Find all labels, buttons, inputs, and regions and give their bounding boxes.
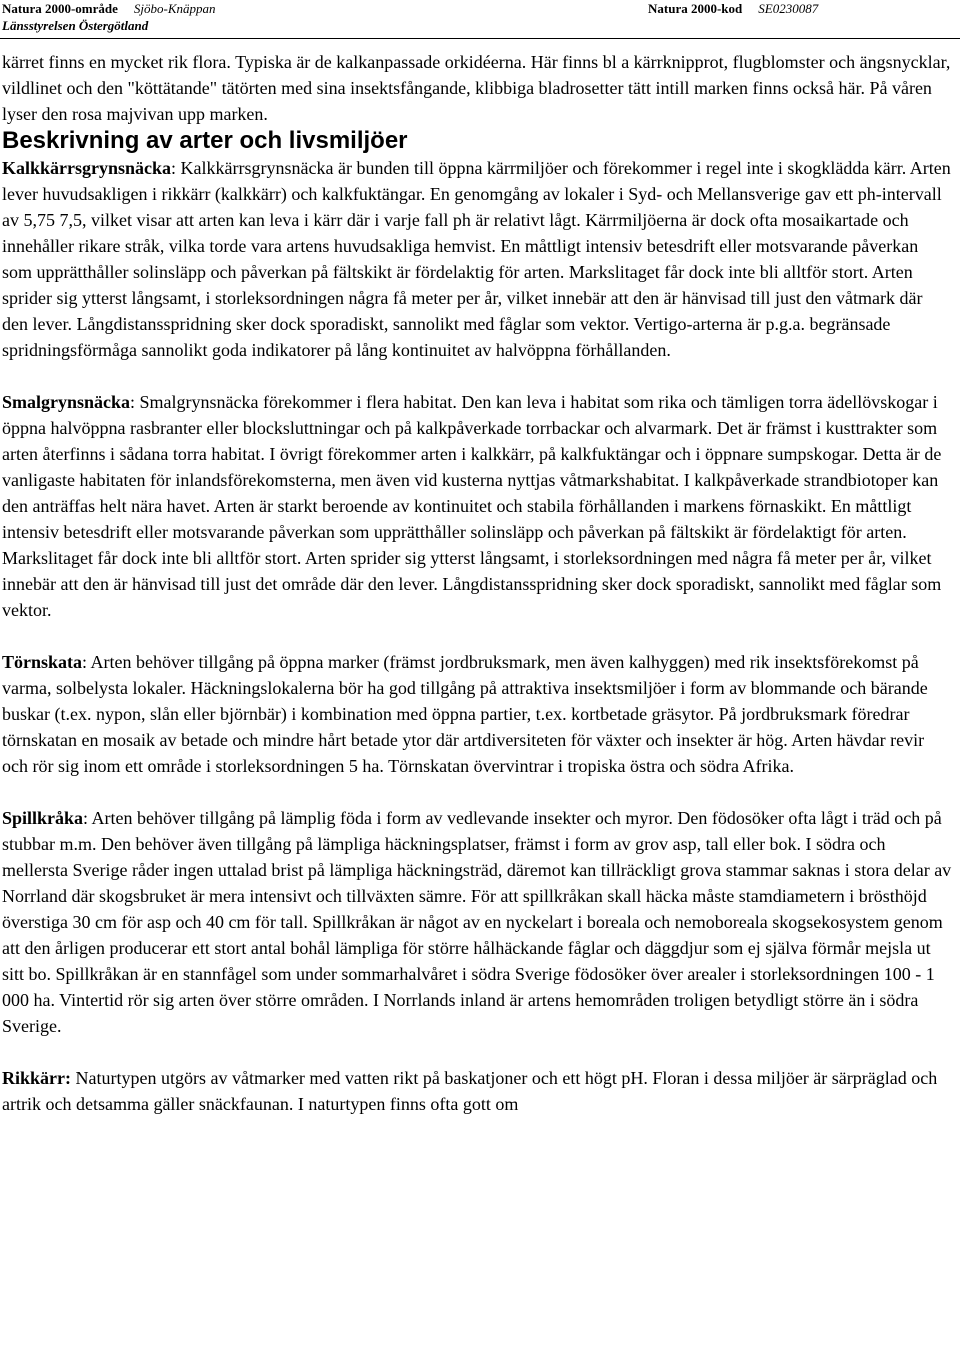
species-description: : Smalgrynsnäcka förekommer i flera habitat. Den kan leva i habitat som rika och tämligen torra ädellövskogar i öppna halvöppna rasbranter eller blocksluttningar och på kalkpåverkade torrbackar och alvarmark. Det är främst i kusttrakter som arten återfinns i sådana torra habitat. I övrigt förekommer arten i kalkkärr, på kalkfuktängar och i öppnare sumpskogar. Detta är de vanligaste habitaten för inlandsförekomsterna, men även vid kusterna nyttjas våtmarkshabitat. I kalkpåverkade strandbiotoper kan den anträffas helt nära havet. Arten är starkt beroende av kontinuitet och stabila förhållanden i markens förnaskikt. En måttligt intensiv betesdrift eller motsvarande påverkan som upprätthåller solinsläpp och påverkan på fältskikt är fördelaktigt för arten. Markslitaget får dock inte bli alltför stort. Arten sprider sig ytterst långsamt, i storleksordningen med några få meter per år, vilket innebär att den är hänvisad till just det område där den lever. Långdistansspridning sker dock sporadiskt, sannolikt med fåglar som vektor. — [2, 392, 942, 620]
habitat-name: Rikkärr: — [2, 1068, 71, 1088]
header-area-label: Natura 2000-område — [2, 1, 118, 16]
header-authority: Länsstyrelsen Östergötland — [2, 18, 149, 33]
section-heading: Beskrivning av arter och livsmiljöer — [2, 127, 408, 154]
species-name: Spillkråka — [2, 808, 84, 828]
header-code-label: Natura 2000-kod — [648, 1, 743, 16]
intro-paragraph: kärret finns en mycket rik flora. Typiska är de kalkanpassade orkidéerna. Här finns bl a kärrknipprot, flugblomster och ängsnycklar, vildlinet och den "köttätande" tätörten med sina insektsfångande, klibbiga bladrosetter tätt intill marken finns också här. På våren lyser den rosa majvivan upp marken. — [2, 52, 951, 124]
species-name: Törnskata — [2, 652, 83, 672]
habitat-description: Naturtypen utgörs av våtmarker med vatten rikt på baskatjoner och ett högt pH. Floran i dessa miljöer är särpräglad och artrik och detsamma gäller snäckfaunan. I naturtypen finns ofta gott om — [2, 1068, 938, 1114]
species-paragraph-spillkraka — [2, 805, 952, 1039]
header-right — [648, 0, 818, 17]
page-header — [0, 0, 960, 38]
species-description: : Arten behöver tillgång på lämplig föda i form av vedlevande insekter och myror. Den födosöker ofta lågt i träd och på stubbar m.m. Den behöver även tillgång på lämpliga häckningsplatser, främst i form av grov asp, tall eller bok. I södra och mellersta Sverige råder ingen uttalad brist på lämpliga häckningsträd, däremot kan tillräckligt grova stammar saknas i stora delar av Norrland där skogsbruket är mera intensivt och tillväxten sämre. För att spillkråkan skall häcka måste stamdiametern i brösthöjd överstiga 30 cm för asp och 40 cm för tall. Spillkråkan är något av en nyckelart i boreala och nemoboreala skogsekosystem genom att den årligen producerar ett stort antal bohål lämpliga för större hålhäckande fåglar och däggdjur som ej själva förmår mejsla ut sitt bo. Spillkråkan är en stannfågel som under sommarhalvåret i södra Sverige födosöker över arealer i storleksordningen 100 - 1 000 ha. Vintertid rör sig arten över större områden. I Norrlands inland är artens hemområden troligen betydligt större än i södra Sverige. — [2, 808, 952, 1036]
header-rule — [0, 38, 960, 39]
header-code-value: SE0230087 — [758, 1, 819, 16]
species-paragraph-smalgrynsnacka — [2, 389, 952, 623]
document-body — [2, 49, 952, 1117]
species-description: : Arten behöver tillgång på öppna marker (främst jordbruksmark, men även kalhyggen) med rik insektsförekomst på varma, solbelysta lokaler. Häckningslokalerna bör ha god tillgång på attraktiva insektsmiljöer i form av blommande och bärande buskar (t.ex. nypon, slån eller björnbär) i kombination med öppna partier, t.ex. kortbetade gräsytor. På jordbruksmark föredrar törnskatan en mosaik av betade och mindre hårt betade ytor där artdiversiteten för växter och insekter är hög. Arten hävdar revir och rör sig inom ett område i storleksordningen 5 ha. Törnskatan övervintrar i tropiska östra och södra Afrika. — [2, 652, 928, 776]
species-name: Smalgrynsnäcka — [2, 392, 131, 412]
header-left — [2, 0, 216, 34]
header-site-name: Sjöbo-Knäppan — [133, 1, 216, 16]
species-paragraph-kalkkarrsgrynsnacka — [2, 155, 952, 363]
species-description: : Kalkkärrsgrynsnäcka är bunden till öppna kärrmiljöer och förekommer i regel inte i skogklädda kärr. Arten lever huvudsakligen i rikkärr (kalkkärr) och kalkfuktängar. En genomgång av lokaler i Syd- och Mellansverige gav ett ph-intervall av 5,75 7,5, vilket visar att arten kan leva i kärr där i varje fall ph är relativt lågt. Kärrmiljöerna är dock ofta mosaikartade och innehåller rikare stråk, vilka torde vara artens huvudsakliga hemvist. En måttligt intensiv betesdrift eller motsvarande påverkan som upprätthåller solinsläpp och påverkan på fältskikt är fördelaktig för arten. Markslitaget får dock inte bli alltför stort. Arten sprider sig ytterst långsamt, i storleksordningen några få meter per år, vilket innebär att den är hänvisad till just den våtmark där den lever. Långdistansspridning sker dock sporadiskt, sannolikt med fåglar som vektor. Vertigo-arterna är p.g.a. begränsade spridningsförmåga sannolikt goda indikatorer på lång kontinuitet av halvöppna förhållanden. — [2, 158, 951, 360]
species-name: Kalkkärrsgrynsnäcka — [2, 158, 172, 178]
species-paragraph-tornskata — [2, 649, 952, 779]
habitat-paragraph-rikkarr — [2, 1065, 952, 1117]
